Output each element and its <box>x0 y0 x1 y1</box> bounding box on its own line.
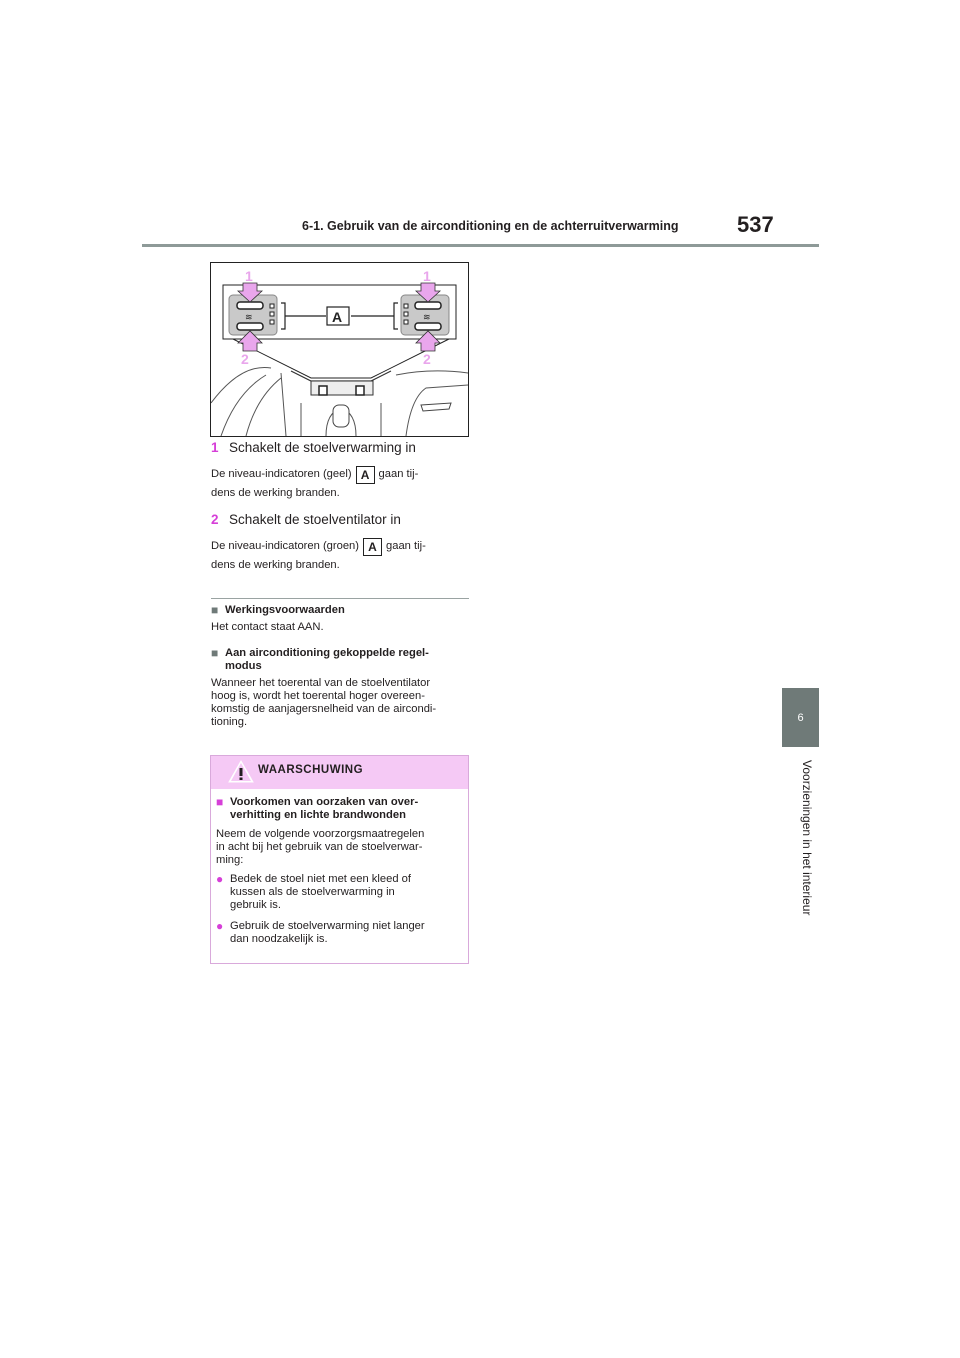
step-2 <box>211 512 469 575</box>
indicator-a: A <box>356 466 375 484</box>
warning-icon <box>228 760 254 783</box>
seat-climate-figure <box>210 262 469 437</box>
dashboard-illustration <box>211 263 468 436</box>
warning-title: WAARSCHUWING <box>258 764 364 776</box>
svg-text:≋: ≋ <box>423 313 431 323</box>
square-bullet-icon: ■ <box>211 646 219 660</box>
step-desc: gaan tij- <box>378 468 419 480</box>
bullet-text: kussen als de stoelverwarming in <box>230 886 395 898</box>
bullet-text: Bedek de stoel niet met een kleed of <box>230 873 411 885</box>
figure-label-1-right: 1 <box>423 268 431 284</box>
page-number: 537 <box>737 212 774 237</box>
step-desc: dens de werking branden. <box>211 559 340 571</box>
section-divider <box>211 598 469 599</box>
warning-body: in acht bij het gebruik van de stoelverwar- <box>216 841 423 853</box>
note-heading: modus <box>225 660 262 672</box>
note-body: Wanneer het toerental van de stoelventilator <box>211 677 431 689</box>
step-desc: De niveau-indicatoren (groen) <box>211 540 360 552</box>
figure-label-a: A <box>332 309 343 325</box>
note-heading: Aan airconditioning gekoppelde regel- <box>225 647 429 659</box>
note-body: tioning. <box>211 716 248 728</box>
step-title: Schakelt de stoelverwarming in <box>229 440 416 455</box>
header-rule <box>142 244 819 247</box>
step-desc: gaan tij- <box>386 540 426 552</box>
note-body: komstig de aanjagersnelheid van de aircondi- <box>211 703 437 715</box>
bullet-text: dan noodzakelijk is. <box>230 933 328 945</box>
note-operating-conditions <box>211 604 469 634</box>
step-1 <box>211 440 469 503</box>
figure-label-2-left: 2 <box>241 351 249 367</box>
warning-header <box>211 756 468 789</box>
bullet-text: gebruik is. <box>230 899 281 911</box>
square-bullet-icon: ■ <box>211 603 219 617</box>
step-desc: dens de werking branden. <box>211 487 340 499</box>
warning-bullet <box>216 873 460 912</box>
round-bullet-icon: ● <box>216 872 224 886</box>
chapter-number: 6 <box>797 711 804 724</box>
chapter-tab[interactable] <box>782 688 819 747</box>
warning-bullet <box>216 920 460 946</box>
step-number: 2 <box>211 512 219 527</box>
step-desc: De niveau-indicatoren (geel) <box>211 468 352 480</box>
note-ac-linked-mode <box>211 647 469 729</box>
section-title: 6-1. Gebruik van de airconditioning en de achterruitverwarming <box>302 219 679 233</box>
bullet-text: Gebruik de stoelverwarming niet langer <box>230 920 425 932</box>
warning-heading: verhitting en lichte brandwonden <box>230 809 406 821</box>
warning-body: Neem de volgende voorzorgsmaatregelen <box>216 828 425 840</box>
warning-heading: Voorkomen van oorzaken van over- <box>230 796 419 808</box>
figure-label-1-left: 1 <box>245 268 253 284</box>
warning-box <box>210 755 469 964</box>
round-bullet-icon: ● <box>216 919 224 933</box>
step-title: Schakelt de stoelventilator in <box>229 512 401 527</box>
indicator-a: A <box>363 538 382 556</box>
figure-label-2-right: 2 <box>423 351 431 367</box>
warning-body: ming: <box>216 854 244 866</box>
svg-text:≋: ≋ <box>245 313 253 323</box>
square-bullet-icon: ■ <box>216 795 224 809</box>
note-body: hoog is, wordt het toerental hoger overeen- <box>211 690 425 702</box>
chapter-title: Voorzieningen in het interieur <box>800 760 814 916</box>
note-heading: Werkingsvoorwaarden <box>225 604 345 616</box>
note-body: Het contact staat AAN. <box>211 621 324 633</box>
step-number: 1 <box>211 440 219 455</box>
